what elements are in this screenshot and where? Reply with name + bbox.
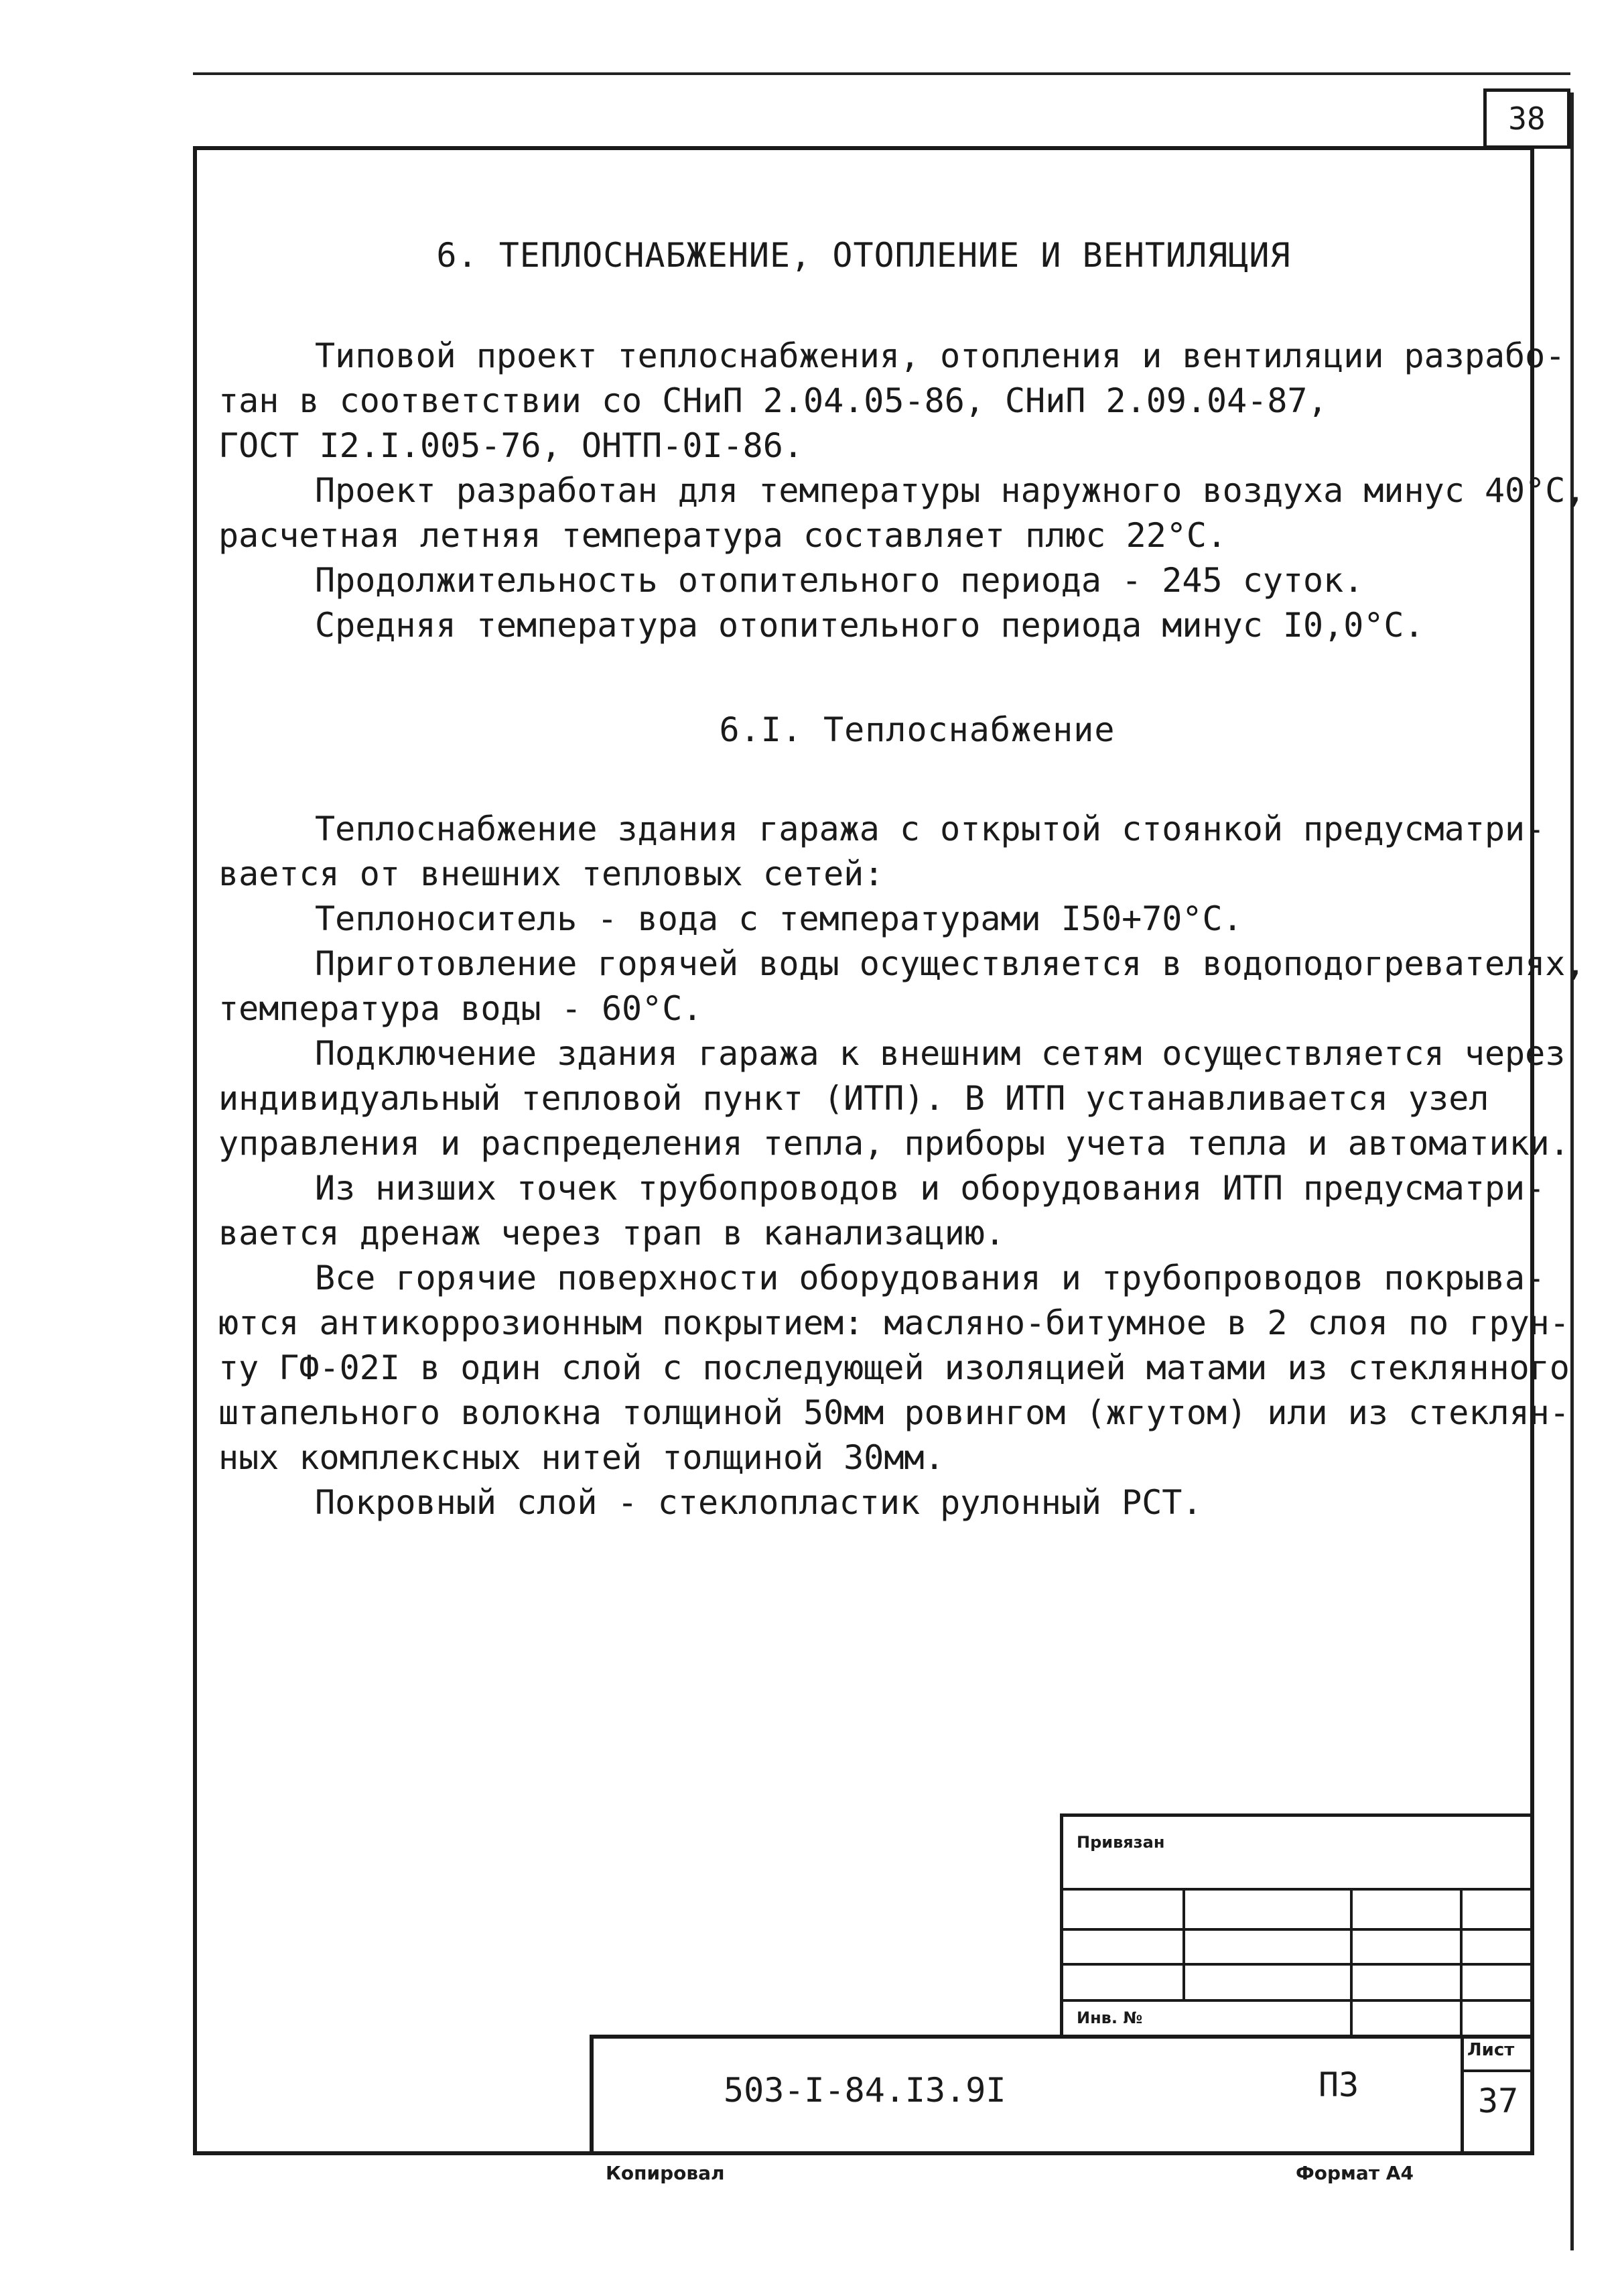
text-line: ГОСТ I2.I.005-76, ОНТП-0I-86.	[218, 426, 803, 465]
inventory-number-label: Инв. №	[1077, 2008, 1143, 2027]
page-number: 38	[1483, 88, 1570, 149]
document-code: 503-I-84.I3.9I	[724, 2071, 1006, 2110]
text-line: Покровный слой - стеклопластик рулонный РСТ.	[315, 1483, 1203, 1522]
text-line: Типовой проект теплоснабжения, отопления и вентиляции разрабо-	[315, 336, 1566, 375]
text-line: ются антикоррозионным покрытием: масляно-битумное в 2 слоя по грун-	[218, 1303, 1570, 1342]
copied-by-label: Копировал	[606, 2162, 725, 2184]
text-line: Проект разработан для температуры наружного воздуха минус 40°С,	[315, 471, 1586, 510]
title-block-divider	[1350, 1888, 1353, 2038]
text-line: штапельного волокна толщиной 50мм ровингом (жгутом) или из стеклян-	[218, 1393, 1570, 1432]
text-line: Средняя температура отопительного периода минус I0,0°С.	[315, 606, 1424, 645]
top-rule	[193, 72, 1570, 75]
text-line: Теплоснабжение здания гаража с открытой стоянкой предусматри-	[315, 810, 1546, 848]
text-line: ту ГФ-02I в один слой с последующей изоляцией матами из стеклянного	[218, 1348, 1570, 1387]
right-edge-rule	[1570, 92, 1574, 2250]
title-block-rule	[1063, 1928, 1534, 1931]
text-line: управления и распределения тепла, приборы учета тепла и автоматики.	[218, 1124, 1570, 1163]
text-line: Приготовление горячей воды осуществляется в водоподогревателях,	[315, 944, 1586, 983]
title-block	[1060, 1813, 1534, 2035]
title-block-rule	[1063, 1963, 1534, 1966]
text-line: вается от внешних тепловых сетей:	[218, 854, 884, 893]
text-line: Продолжительность отопительного периода - 245 суток.	[315, 561, 1364, 600]
sheet-label: Лист	[1467, 2040, 1515, 2060]
text-line: Из низших точек трубопроводов и оборудования ИТП предусматри-	[315, 1169, 1546, 1208]
text-line: Все горячие поверхности оборудования и трубопроводов покрыва-	[315, 1259, 1546, 1297]
text-line: вается дренаж через трап в канализацию.	[218, 1214, 1005, 1253]
heat-supply-text	[218, 807, 1586, 1525]
text-line: Подключение здания гаража к внешним сетям осуществляется через	[315, 1034, 1566, 1073]
title-block-rule	[1063, 1888, 1534, 1891]
document-kind: ПЗ	[1319, 2065, 1359, 2104]
sheet-cell-rule	[1464, 2069, 1534, 2072]
section-heading: 6. ТЕПЛОСНАБЖЕНИЕ, ОТОПЛЕНИЕ И ВЕНТИЛЯЦИЯ	[436, 236, 1291, 275]
text-line: расчетная летняя температура составляет плюс 22°С.	[218, 516, 1227, 555]
title-block-divider	[1460, 1888, 1463, 2038]
title-block-rule	[1063, 1999, 1534, 2002]
text-line: тан в соответствии со СНиП 2.04.05-86, СНиП 2.09.04-87,	[218, 381, 1328, 420]
format-label: Формат А4	[1296, 2162, 1414, 2184]
text-line: Теплоноситель - вода с температурами I50+70°С.	[315, 899, 1243, 938]
text-line: температура воды - 60°С.	[218, 989, 703, 1028]
text-line: индивидуальный тепловой пункт (ИТП). В ИТП устанавливается узел	[218, 1079, 1489, 1118]
text-line: ных комплексных нитей толщиной 30мм.	[218, 1438, 945, 1477]
linked-label: Привязан	[1077, 1833, 1165, 1852]
subsection-heading: 6.I. Теплоснабжение	[719, 710, 1116, 749]
intro-text	[218, 334, 1586, 648]
title-block-divider	[1182, 1888, 1185, 1999]
sheet-number: 37	[1478, 2082, 1519, 2120]
